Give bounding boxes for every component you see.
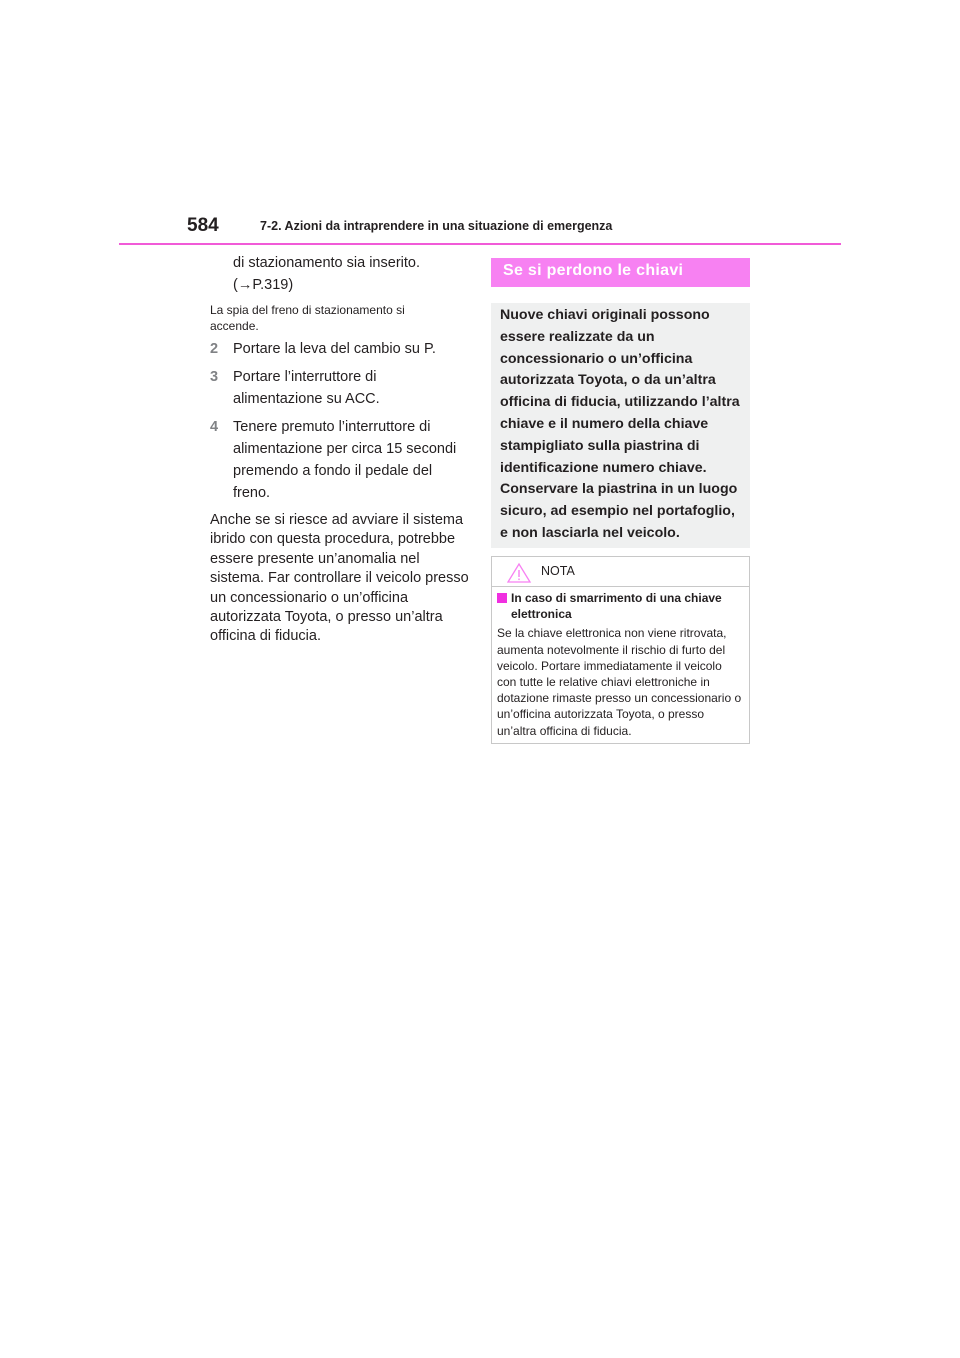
step-note: La spia del freno di stazionamento si accende.: [210, 303, 405, 333]
nota-header: [492, 557, 749, 587]
step-4: [210, 416, 458, 504]
section-heading: Se si perdono le chiavi: [491, 258, 750, 287]
square-bullet-icon: [497, 593, 507, 603]
nota-label: NOTA: [541, 564, 575, 578]
step-number: 2: [210, 341, 219, 357]
nota-text: Se la chiave elettronica non viene ritrovata, aumenta notevolmente il rischio di furto del veicolo. Portare immediatamente il veicolo con tutte le relative chiavi elettroniche in dotazione rimaste presso un concessionario o un’officina autorizzata Toyota, o presso un’altra officina di fiducia.: [497, 626, 742, 738]
step-3: [210, 366, 448, 410]
section-title: 7-2. Azioni da intraprendere in una situazione di emergenza: [260, 219, 613, 233]
step-number: 3: [210, 369, 219, 385]
info-box: Nuove chiavi originali possono essere realizzate da un concessionario o un’officina autorizzata Toyota, o da un’altra officina di fiducia, utilizzando l’altra chiave e il numero della chiave stampigliato sulla piastrina di identificazione numero chiave. Conservare la piastrina in un luogo sicuro, ad esempio nel portafoglio, e non lasciarla nel veicolo.: [491, 303, 750, 548]
page-number: 584: [187, 215, 219, 236]
nota-title: [497, 590, 744, 622]
nota-title-text: In caso di smarrimento di una chiave elettronica: [511, 591, 722, 622]
continued-text: di stazionamento sia inserito.: [233, 255, 420, 271]
step-number: 4: [210, 419, 219, 435]
nota-box: [491, 556, 750, 744]
step-text: Portare l’interruttore di alimentazione su ACC.: [233, 369, 380, 407]
page-reference: (→P.319): [233, 277, 294, 293]
step-text: Portare la leva del cambio su P.: [233, 341, 436, 357]
step-2: [210, 338, 468, 360]
header-rule: [119, 243, 841, 245]
step-text: Tenere premuto l’interruttore di alimentazione per circa 15 secondi premendo a fondo il pedale del freno.: [233, 419, 457, 501]
warning-icon: [506, 562, 532, 584]
body-paragraph: Anche se si riesce ad avviare il sistema ibrido con questa procedura, potrebbe essere presente un’anomalia nel sistema. Far controllare il veicolo presso un concessionario o un’officina autorizzata Toyota, o presso un’altra officina di fiducia.: [210, 512, 469, 645]
